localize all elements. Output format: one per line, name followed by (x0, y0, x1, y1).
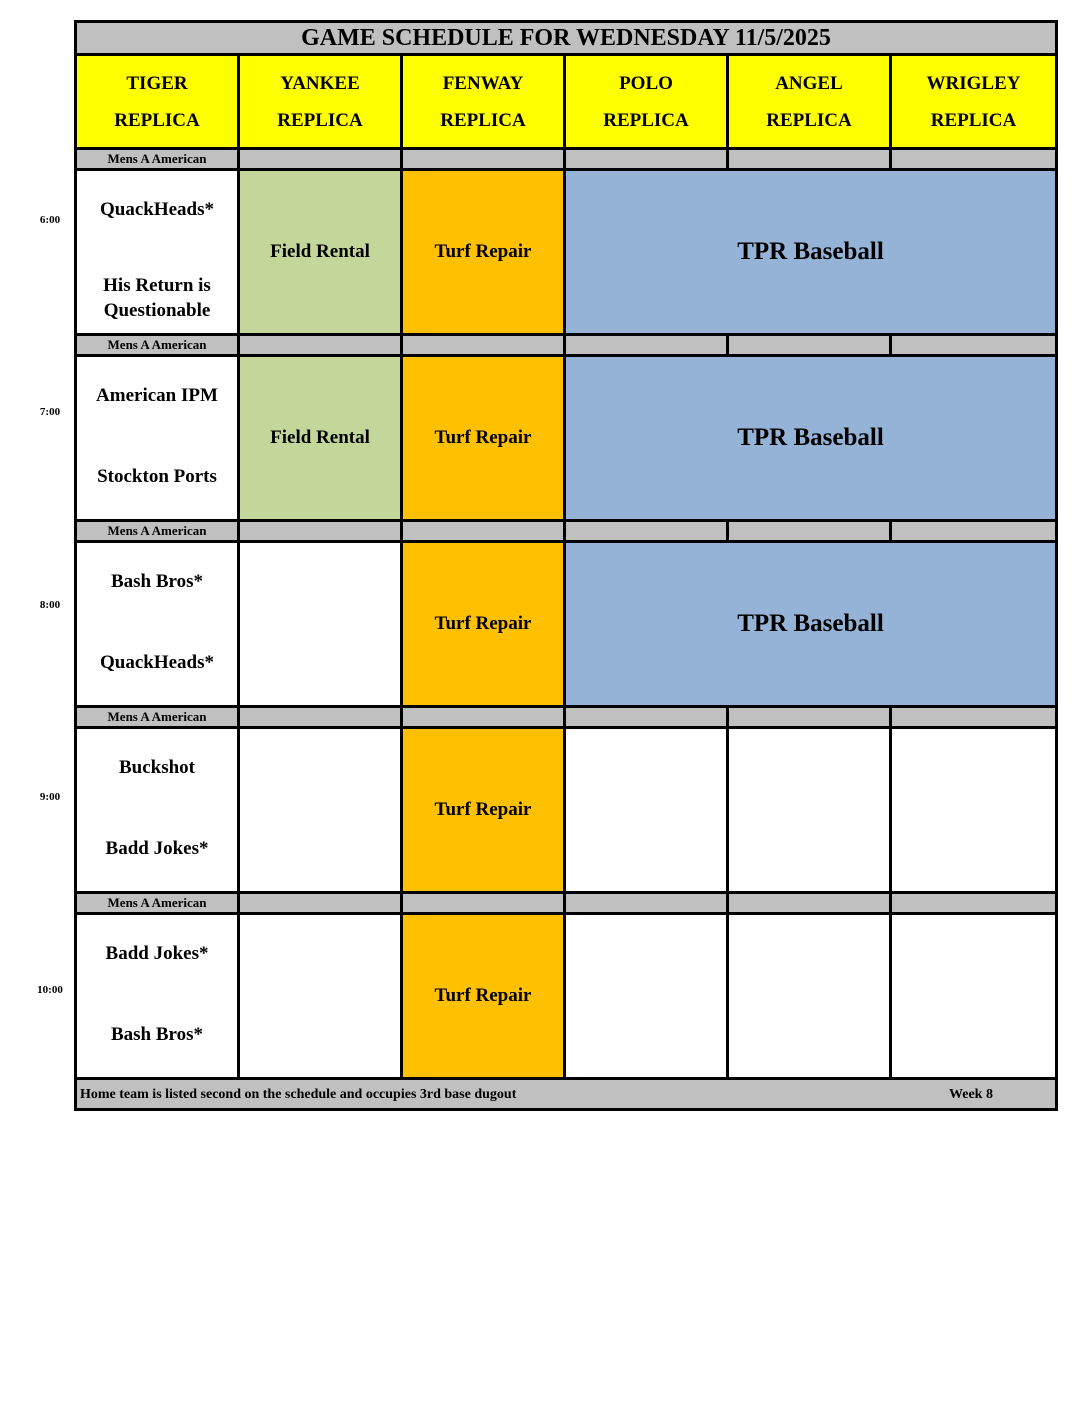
tpr-baseball-block: TPR Baseball (565, 542, 1057, 707)
field-header-yankee: YANKEE REPLICA (239, 55, 402, 149)
away-team: Badd Jokes* (105, 943, 209, 964)
game-cell (76, 542, 239, 707)
away-team: American IPM (96, 385, 218, 406)
division-label: Mens A American (76, 149, 239, 170)
away-team: QuackHeads* (99, 199, 215, 220)
field-rental-block: Field Rental (239, 356, 402, 521)
page-title: GAME SCHEDULE FOR WEDNESDAY 11/5/2025 (76, 22, 1057, 55)
empty-cell (728, 914, 891, 1079)
turf-repair-block: Turf Repair (402, 542, 565, 707)
tpr-baseball-block: TPR Baseball (565, 356, 1057, 521)
game-cell (76, 170, 239, 335)
empty-cell (891, 728, 1057, 893)
field-header-wrigley: WRIGLEY REPLICA (891, 55, 1057, 149)
field-rental-block: Field Rental (239, 170, 402, 335)
week-label: Week 8 (949, 1087, 993, 1102)
empty-cell (239, 542, 402, 707)
field-header-fenway: FENWAY REPLICA (402, 55, 565, 149)
division-label: Mens A American (76, 893, 239, 914)
turf-repair-block: Turf Repair (402, 356, 565, 521)
game-cell (76, 914, 239, 1079)
empty-cell (565, 914, 728, 1079)
home-team: Bash Bros* (110, 1024, 204, 1045)
tpr-baseball-block: TPR Baseball (565, 170, 1057, 335)
division-label: Mens A American (76, 707, 239, 728)
away-team: Bash Bros* (110, 571, 204, 592)
footer-note: Home team is listed second on the schedule and occupies 3rd base dugout (80, 1087, 517, 1102)
home-team: QuackHeads* (99, 652, 215, 673)
time-7: 7:00 (39, 406, 61, 418)
home-team: Badd Jokes* (105, 838, 209, 859)
footer-bar (76, 1079, 1057, 1110)
time-9: 9:00 (39, 791, 61, 803)
empty-cell (891, 914, 1057, 1079)
home-team: Stockton Ports (97, 466, 217, 487)
empty-cell (565, 728, 728, 893)
empty-cell (239, 914, 402, 1079)
empty-cell (239, 728, 402, 893)
time-10: 10:00 (37, 984, 63, 996)
schedule-table (74, 20, 1058, 1111)
turf-repair-block: Turf Repair (402, 914, 565, 1079)
division-label: Mens A American (76, 521, 239, 542)
home-team: His Return is Questionable (103, 275, 211, 321)
game-cell (76, 356, 239, 521)
turf-repair-block: Turf Repair (402, 728, 565, 893)
game-cell (76, 728, 239, 893)
time-6: 6:00 (39, 214, 61, 226)
away-team: Buckshot (118, 757, 196, 778)
turf-repair-block: Turf Repair (402, 170, 565, 335)
time-8: 8:00 (39, 599, 61, 611)
field-header-tiger: TIGER REPLICA (76, 55, 239, 149)
field-header-polo: POLO REPLICA (565, 55, 728, 149)
empty-cell (728, 728, 891, 893)
field-header-angel: ANGEL REPLICA (728, 55, 891, 149)
division-label: Mens A American (76, 335, 239, 356)
